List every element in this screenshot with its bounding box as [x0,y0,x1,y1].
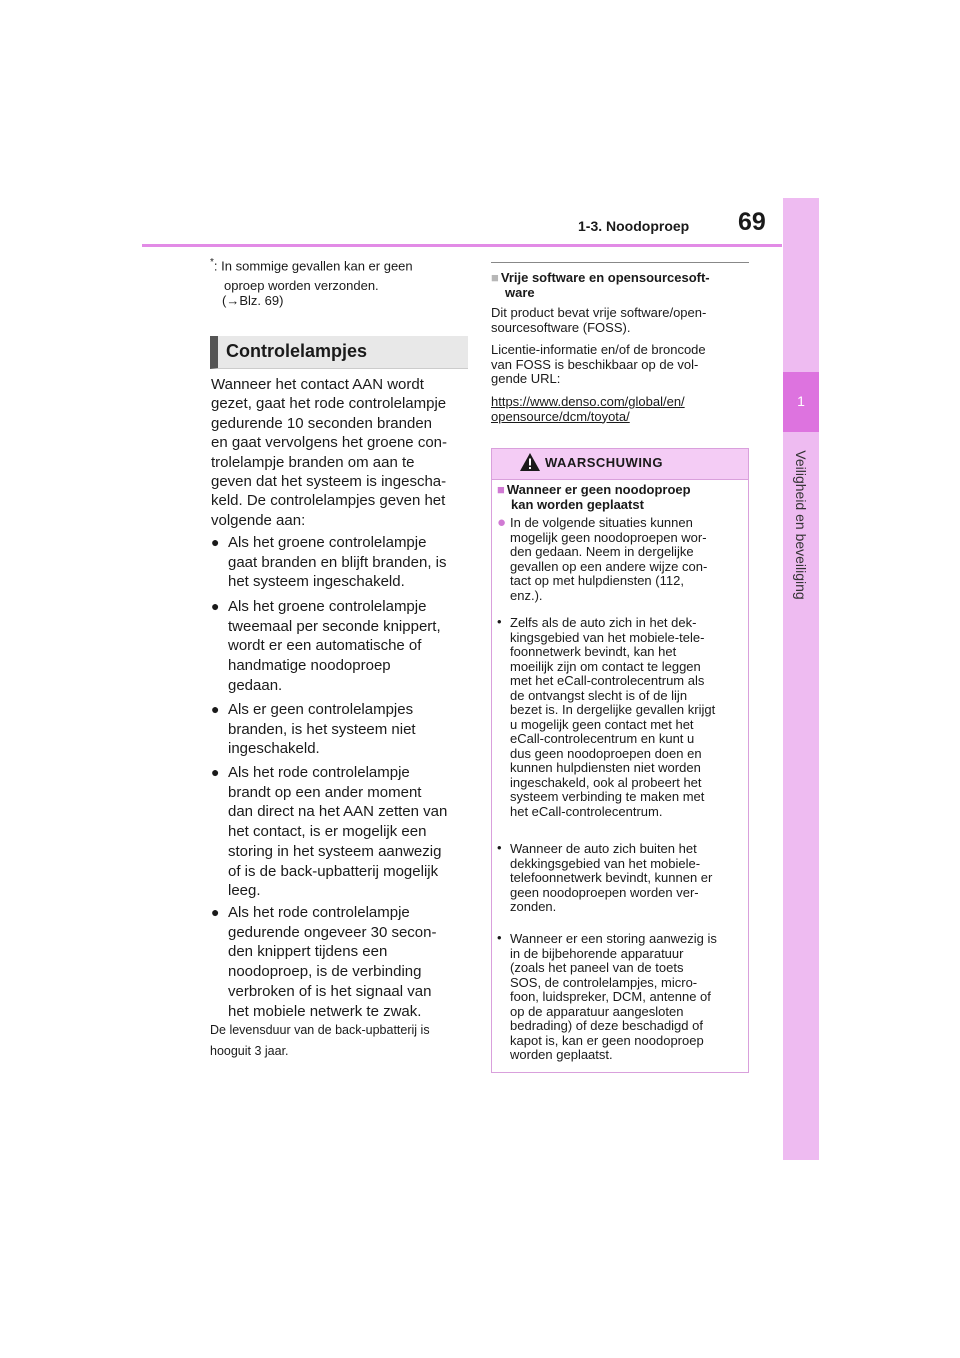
warning-item-line: zonden. [510,899,557,914]
battery-note [210,1020,472,1062]
foss-heading-line-1: Vrije software en opensourcesoft- [500,270,710,285]
warning-item-line: Zelfs als de auto zich in het dek- [510,615,697,630]
warning-item-line: moeilijk zijn om contact te leggen [510,658,701,674]
list-item-text-line: Als er geen controlelampjes [228,701,414,718]
list-item-text-line: Als het rode controlelampje [228,764,410,781]
foss-url-link[interactable] [491,394,685,424]
warning-intro [510,516,746,603]
chapter-label: Veiligheid en beveiliging [793,450,809,600]
foss-p2-line: gende URL: [491,371,561,386]
chapter-number: 1 [797,393,805,409]
list-item-text-line: Als het groene controlelampje [228,534,427,551]
warning-intro-line: gevallen op een andere wijze con- [510,558,708,574]
page-number: 69 [738,208,766,236]
warning-item-line: bezet is. In dergelijke gevallen krijgt [510,702,716,717]
foss-paragraph-1 [491,306,749,335]
list-item-text-line: wordt er een automatische of [228,637,422,655]
bullet-icon: ● [211,701,220,717]
warning-item-line: dekkingsgebied van het mobiele- [510,855,701,871]
warning-item-line: foonnetwerk bevindt, kan het [510,644,677,659]
warning-item-bullet-icon: • [497,614,502,629]
intro-line: volgende aan: [211,511,306,529]
list-item-text-line: Als het rode controlelampje [228,904,410,921]
list-item-text-line: het systeem ingeschakeld. [228,573,405,591]
warning-item-line: in de bijbehorende apparatuur [510,945,684,961]
warning-intro-line: den gedaan. Neem in dergelijke [510,544,694,559]
warning-item-line: bedrading) of deze beschadigd of [510,1018,703,1033]
list-item-text [228,597,473,696]
bullet-icon: ● [211,598,220,614]
section-header: 1-3. Noodoproep [578,218,690,234]
warning-item-line: kapot is, kan er geen noodoproep [510,1032,704,1048]
warning-subheading [497,482,742,512]
warning-item-line: eCall-controlecentrum en kunt u [510,731,695,746]
warning-item [510,842,746,915]
warning-item-line: geen noodoproepen worden ver- [510,884,699,900]
list-item-text [228,763,473,901]
right-column-rule [491,262,749,263]
list-item-text-line: gedaan. [228,676,283,694]
foss-p1-line: Dit product bevat vrije software/open- [491,305,707,320]
foss-url-line-2: opensource/dcm/toyota/ [491,408,630,424]
list-item-text-line: den knippert tijdens een [228,943,388,961]
section-heading-text: Controlelampjes [226,341,368,361]
list-item-text [228,533,473,592]
list-item-text-line: Als het groene controlelampje [228,598,427,615]
warning-intro-line: In de volgende situaties kunnen [510,515,693,530]
foss-p2-line: van FOSS is beschikbaar op de vol- [491,356,699,372]
section-heading [210,336,468,369]
foss-url-wrap [491,395,749,424]
foss-p1-line: sourcesoftware (FOSS). [491,319,631,335]
warning-item-line: Wanneer de auto zich buiten het [510,841,697,856]
list-item-text [228,903,473,1021]
warning-triangle-icon [519,452,541,472]
warning-item-line: telefoonnetwerk bevindt, kunnen er [510,870,713,885]
intro-line: keld. De controlelampjes geven het [211,492,446,510]
warning-intro-line: tact op met hulpdiensten (112, [510,573,684,588]
intro-line: trolelampje branden om aan te [211,453,415,471]
warning-item-line: foon, luidspreker, DCM, antenne of [510,989,711,1004]
footnote [210,253,465,296]
intro-line: Wanneer het contact AAN wordt [211,376,424,393]
bullet-icon: ● [211,764,220,780]
warning-item-line: kingsgebied van het mobiele-tele- [510,629,705,645]
list-item-text-line: verbroken of is het signaal van [228,982,432,1000]
intro-line: en gaat vervolgens het groene con- [211,434,447,452]
warning-item-line: worden geplaatst. [510,1047,613,1062]
warning-item-line: Wanneer er een storing aanwezig is [510,931,717,946]
intro-line: geven dat het systeem is ingescha- [211,473,447,491]
square-bullet-icon: ■ [497,482,505,497]
warning-item-line: op de apparatuur aangesloten [510,1003,684,1019]
list-item-text-line: noodoproep, is de verbinding [228,963,422,981]
list-item-text-line: tweemaal per seconde knippert, [228,617,441,635]
warning-item-line: het eCall-controlecentrum. [510,803,663,819]
bullet-icon: ● [211,534,220,550]
warning-subheading-line-2: kan worden geplaatst [511,497,644,512]
warning-item-line: de ontvangst slecht is of de lijn [510,687,688,703]
list-item-text-line: gaat branden en blijft branden, is [228,553,447,571]
warning-item-bullet-icon: • [497,840,502,855]
warning-item [510,932,746,1063]
battery-note-line: hooguit 3 jaar. [210,1044,289,1058]
bullet-icon: ● [211,904,220,920]
foss-heading-line-2: ware [505,285,535,300]
warning-subheading-line-1: Wanneer er geen noodoproep [506,482,691,497]
warning-item-line: kunnen hulpdiensten niet worden [510,760,701,775]
foss-url-line-1: https://www.denso.com/global/en/ [491,394,685,409]
list-item-text-line: brandt op een ander moment [228,783,422,801]
list-item-text-line: leeg. [228,882,261,900]
warning-intro-line: mogelijk geen noodoproepen wor- [510,529,707,545]
intro-line: gedurende 10 seconden branden [211,414,433,432]
intro-line: gezet, gaat het rode controlelampje [211,395,447,413]
list-item-text [228,700,473,759]
warning-intro-line: enz.). [510,587,543,603]
footnote-mark: * [210,257,214,268]
foss-p2-line: Licentie-informatie en/of de broncode [491,342,706,357]
warning-item-line: dus geen noodoproepen doen en [510,745,702,761]
list-item-text-line: of is de back-upbatterij mogelijk [228,862,439,880]
warning-intro-bullet-icon: ● [497,514,507,531]
list-item-text-line: storing in het systeem aanwezig [228,842,442,860]
warning-item-line: (zoals het paneel van de toets [510,960,684,975]
battery-note-line: De levensduur van de back-upbatterij is [210,1023,430,1037]
list-item-text-line: ingeschakeld. [228,740,320,758]
page-reference-link[interactable]: (→Blz. 69) [222,293,284,308]
warning-title: WAARSCHUWING [545,455,663,470]
warning-item-line: systeem verbinding te maken met [510,789,705,804]
foss-heading [491,270,749,300]
header-rule [142,244,782,247]
warning-item-line: ingeschakeld, ook al probeert het [510,774,702,790]
list-item-text-line: handmatige noodoproep [228,657,391,675]
list-item-text-line: dan direct na het AAN zetten van [228,803,448,821]
list-item-text-line: het mobiele netwerk te zwak. [228,1002,422,1020]
intro-paragraph [211,375,471,530]
foss-paragraph-2 [491,343,749,387]
warning-item-bullet-icon: • [497,930,502,945]
square-bullet-icon: ■ [491,270,499,285]
footnote-line-2: oproep worden verzonden. [224,278,379,294]
chapter-side-tab [783,198,819,1160]
warning-item [510,616,746,819]
list-item-text-line: het contact, is er mogelijk een [228,823,427,841]
warning-item-line: u mogelijk geen contact met het [510,716,694,732]
footnote-line-1: : In sommige gevallen kan er geen [213,258,413,274]
list-item-text-line: gedurende ongeveer 30 secon- [228,923,437,941]
warning-item-line: met het eCall-controlecentrum als [510,673,705,688]
warning-item-line: SOS, de controlelampjes, micro- [510,974,698,990]
list-item-text-line: branden, is het systeem niet [228,720,416,738]
